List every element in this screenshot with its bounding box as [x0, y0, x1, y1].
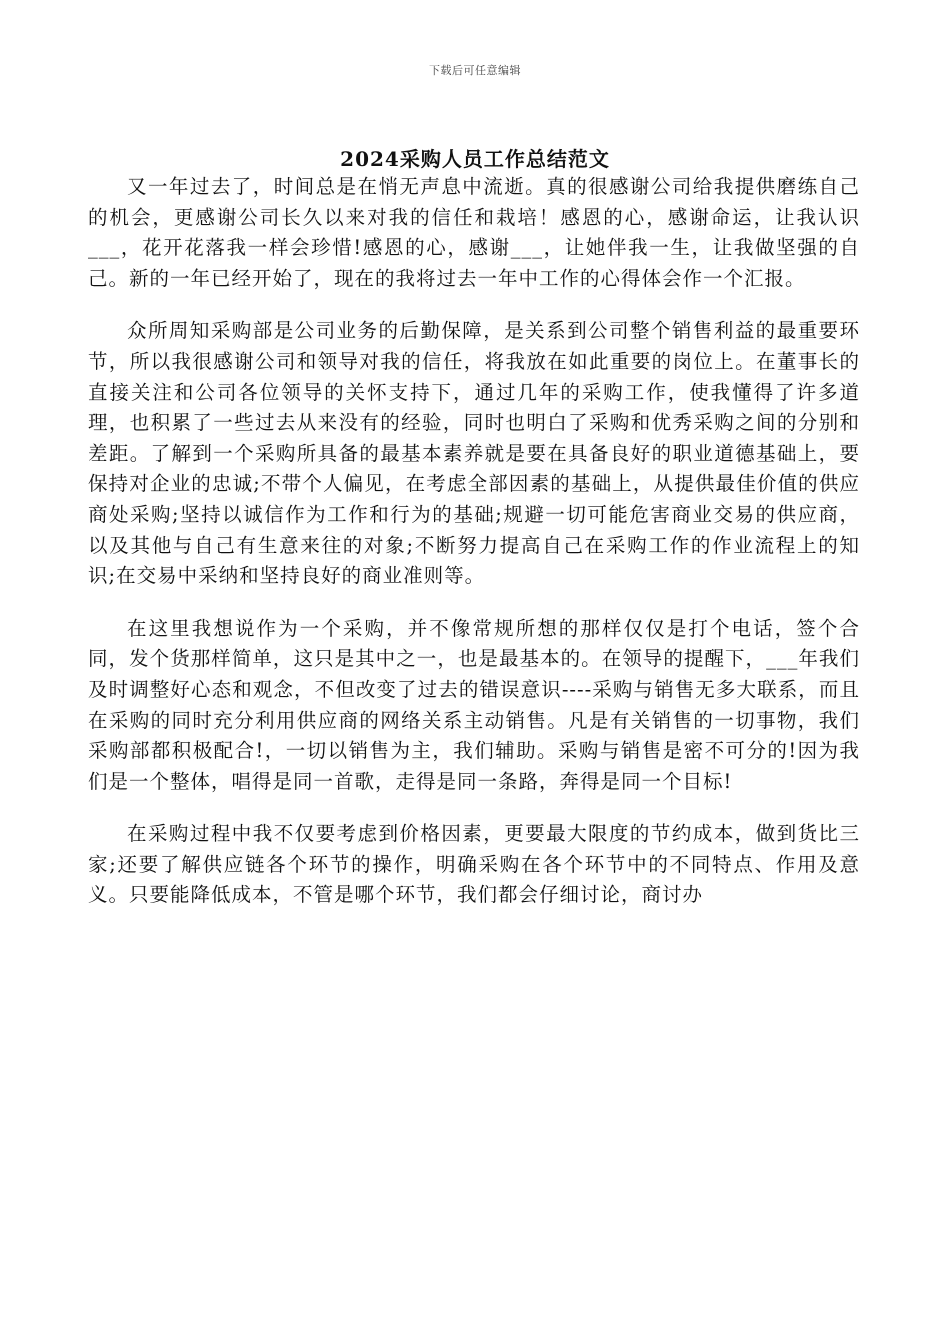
document-body [88, 172, 860, 933]
paragraph-1: 又一年过去了，时间总是在悄无声息中流逝。真的很感谢公司给我提供磨练自己的机会，更感谢公司长久以来对我的信任和栽培！感恩的心，感谢命运，让我认识___，花开花落我一样会珍惜!感恩的心，感谢___，让她伴我一生，让我做坚强的自己。新的一年已经开始了，现在的我将过去一年中工作的心得体会作一个汇报。 [88, 175, 860, 290]
document-title: 2024采购人员工作总结范文 [340, 147, 610, 171]
paragraph-3: 在这里我想说作为一个采购，并不像常规所想的那样仅仅是打个电话，签个合同，发个货那样简单，这只是其中之一，也是最基本的。在领导的提醒下，___年我们及时调整好心态和观念，不但改变了过去的错误意识----采购与销售无多大联系，而且在采购的同时充分利用供应商的网络关系主动销售。凡是有关销售的一切事物，我们采购部都积极配合!，一切以销售为主，我们辅助。采购与销售是密不可分的!因为我们是一个整体，唱得是同一首歌，走得是同一条路，奔得是同一个目标! [88, 616, 860, 793]
paragraph-4: 在采购过程中我不仅要考虑到价格因素，更要最大限度的节约成本，做到货比三家;还要了解供应链各个环节的操作，明确采购在各个环节中的不同特点、作用及意义。只要能降低成本，不管是哪个环节，我们都会仔细讨论，商讨办 [88, 822, 860, 907]
paragraph-2: 众所周知采购部是公司业务的后勤保障，是关系到公司整个销售利益的最重要环节，所以我很感谢公司和领导对我的信任，将我放在如此重要的岗位上。在董事长的直接关注和公司各位领导的关怀支持下，通过几年的采购工作，使我懂得了许多道理，也积累了一些过去从来没有的经验，同时也明白了采购和优秀采购之间的分别和差距。了解到一个采购所具备的最基本素养就是要在具备良好的职业道德基础上，要保持对企业的忠诚;不带个人偏见，在考虑全部因素的基础上，从提供最佳价值的供应商处采购;坚持以诚信作为工作和行为的基础;规避一切可能危害商业交易的供应商，以及其他与自己有生意来往的对象;不断努力提高自己在采购工作的作业流程上的知识;在交易中采纳和坚持良好的商业准则等。 [88, 319, 860, 588]
header-note: 下载后可任意编辑 [429, 64, 521, 77]
